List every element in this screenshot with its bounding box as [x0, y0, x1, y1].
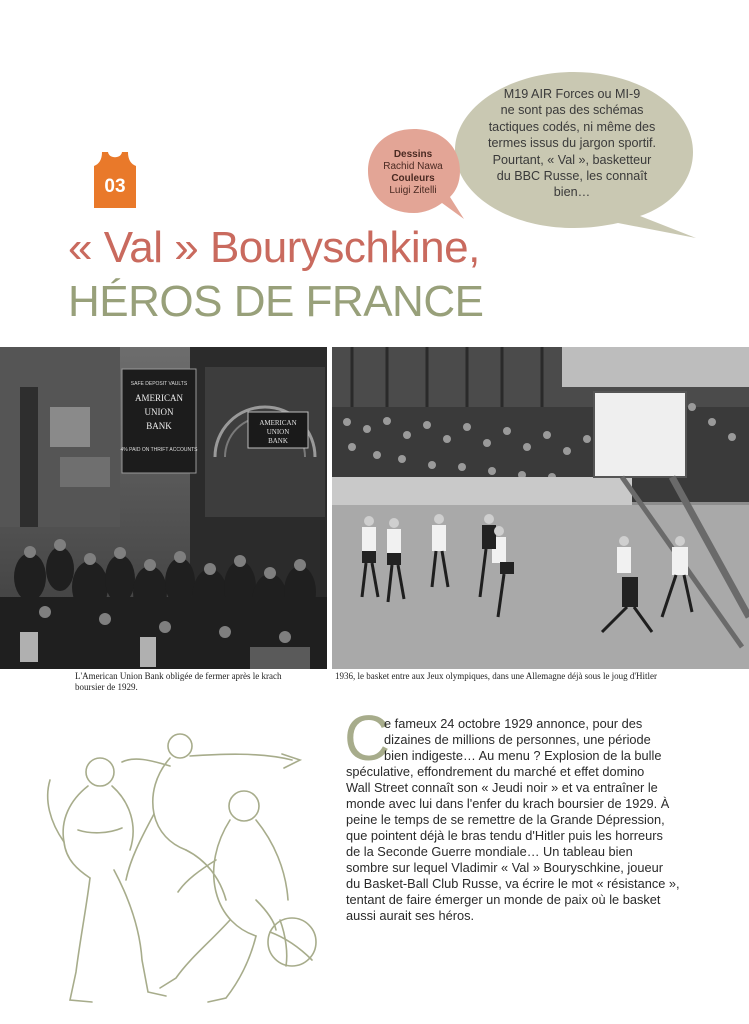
bubble-line: termes issus du jargon sportif. — [488, 136, 656, 151]
article-line: sombre sur lequel Vladimir « Val » Bouryschkine, joueur — [346, 860, 663, 875]
sign-line: SAFE DEPOSIT VAULTS — [130, 381, 188, 387]
credits-dessins-name: Rachid Nawa — [383, 161, 443, 172]
credits-couleurs-label: Couleurs — [391, 173, 435, 184]
bubble-line: tactiques codés, ni même des — [488, 119, 656, 134]
article-line: monde avec lui dans l'enfer du krach boursier de 1929. À — [346, 796, 670, 811]
article-line: que pointent déjà le bras tendu d'Hitler puis les horreurs — [346, 828, 663, 843]
sign-line: UNION — [144, 407, 174, 417]
arch-sign-line: BANK — [268, 437, 288, 445]
photo-caption-left — [75, 671, 315, 693]
sign-line: 4% PAID ON THRIFT ACCOUNTS — [120, 447, 198, 453]
article-line: Wall Street connaît son « Jeudi noir » et va entraîner le — [346, 780, 658, 795]
credits — [368, 149, 458, 197]
sign-line: AMERICAN — [134, 393, 184, 403]
caption-line: boursier de 1929. — [75, 682, 138, 692]
speech-bubble-text — [466, 86, 678, 201]
photo-basketball-game — [332, 347, 749, 669]
page-subtitle: HÉROS DE FRANCE — [68, 277, 484, 326]
basketball-players-sketch — [30, 710, 330, 1010]
arch-sign-line: UNION — [266, 428, 290, 436]
credits-dessins-label: Dessins — [393, 149, 433, 160]
article-line: tentant de faire émerger un monde de paix où le basket — [346, 892, 661, 907]
page-title: « Val » Bouryschkine, — [68, 223, 480, 272]
badge-number: 03 — [104, 176, 126, 197]
photo-bank-crowd — [0, 347, 327, 669]
jersey-icon — [90, 150, 140, 210]
dropcap: C — [344, 702, 391, 774]
article-line: de la Seconde Guerre mondiale… Un tableau bien — [346, 844, 633, 859]
bubble-line: bien… — [553, 185, 591, 200]
article-line: e fameux 24 octobre 1929 annonce, pour des — [384, 716, 643, 731]
credits-couleurs-name: Luigi Zitelli — [389, 185, 437, 196]
article-line: du Basket-Ball Club Russe, va écrire le mot « résistance », — [346, 876, 680, 891]
sign-line: BANK — [146, 421, 172, 431]
arch-sign-line: AMERICAN — [259, 419, 297, 427]
article-line: dizaines de millions de personnes, une période — [384, 732, 651, 747]
bubble-line: Pourtant, « Val », basketteur — [492, 152, 652, 167]
article-line: spéculative, effondrement du marché et effet domino — [346, 764, 645, 779]
article-line: peine le temps de se remettre de la Grande Dépression, — [346, 812, 665, 827]
bubble-line: M19 AIR Forces ou MI-9 — [503, 87, 641, 101]
article-line: aussi aurait ses héros. — [346, 908, 475, 923]
bubble-line: du BBC Russe, les connaît — [496, 169, 648, 184]
article-line: bien indigeste… Au menu ? Explosion de la bulle — [384, 748, 662, 763]
caption-line: L'American Union Bank obligée de fermer après le krach — [75, 671, 282, 681]
photo-caption-right: 1936, le basket entre aux Jeux olympiques, dans une Allemagne déjà sous le joug d'Hitler — [335, 671, 658, 681]
bubble-line: ne sont pas des schémas — [500, 103, 644, 118]
